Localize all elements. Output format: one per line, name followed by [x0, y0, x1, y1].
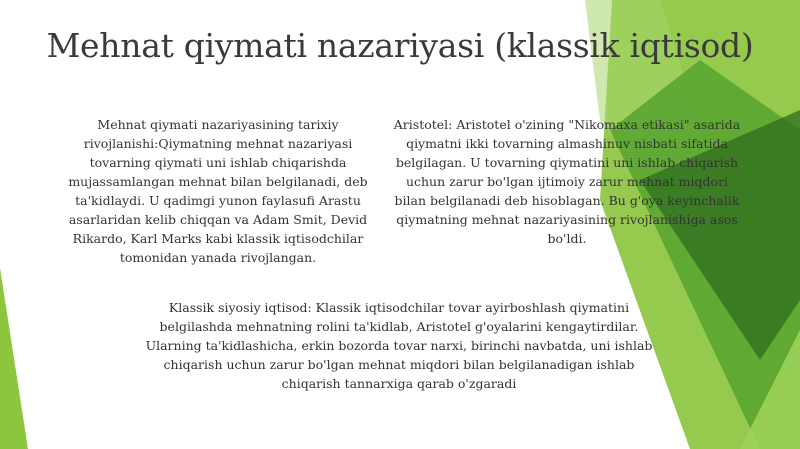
slide-title: Mehnat qiymati nazariyasi (klassik iqtisod)	[46, 26, 754, 65]
left-green-wedge	[0, 268, 28, 449]
aristotle-text: Aristotel: Aristotel o'zining "Nikomaxa etikasi" asarida qiymatni ikki tovarning almashinuv nisbati sifatida belgilagan. U tovarning qiymatini uni ishlab chiqarish uchun zarur bo'lgan ijtimoiy zarur mehnat miqdori bilan belgilanadi deb hisoblagan. Bu g'oya keyinchalik qiymatning mehnat nazariyasining rivojlanishiga asos bo'ldi.	[393, 117, 741, 246]
classical-political-economy-text: Klassik siyosiy iqtisod: Klassik iqtisodchilar tovar ayirboshlash qiymatini belgilashda mehnatning rolini ta'kidlab, Aristotel g'oyalarini kengaytirdilar. Ularning ta'kidlashicha, erkin bozorda tovar narxi, birinchi navbatda, uni ishlab chiqarish uchun zarur bo'lgan mehnat miqdori bilan belgilanadigan ishlab chiqarish tannarxiga qarab o'zgaradi	[145, 300, 653, 391]
labor-theory-history-text: Mehnat qiymati nazariyasining tarixiy rivojlanishi:Qiymatning mehnat nazariyasi tovarning qiymati uni ishlab chiqarishda mujassamlangan mehnat bilan belgilanadi, deb ta'kidlaydi. U qadimgi yunon faylasufi Arastu asarlaridan kelib chiqqan va Adam Smit, Devid Rikardo, Karl Marks kabi klassik iqtisodchilar tomonidan yanada rivojlangan.	[68, 117, 368, 265]
